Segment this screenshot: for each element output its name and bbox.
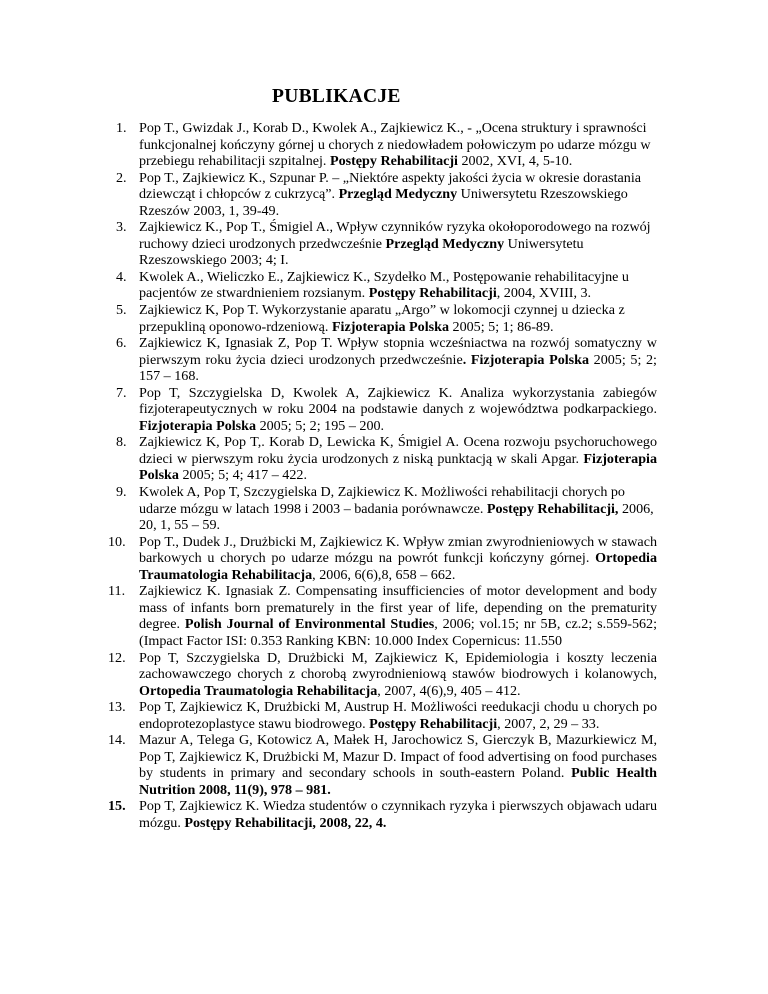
publication-number: 11. <box>108 583 126 600</box>
citation-text: , 2007, 2, 29 – 33. <box>497 715 600 732</box>
citation-text: 2005; 5; 2; 195 – 200. <box>256 417 385 434</box>
journal-name: Postępy Rehabilitacji <box>369 715 498 732</box>
publication-item <box>116 302 657 335</box>
journal-name: Ortopedia Traumatologia Rehabilitacja <box>139 682 378 699</box>
citation-text: Zajkiewicz K, Ignasiak Z, Pop T. Wpływ stopnia wcześniactwa na rozwój somatyczny w pierwszym roku życia dzieci urodzonych przedwcześnie <box>139 335 657 368</box>
citation-text: Zajkiewicz K., Pop T., Śmigiel A., Wpływ czynników ryzyka okołoporodowego na rozwój ruchowy dzieci urodzonych przedwcześnie <box>139 219 651 252</box>
citation-text: Pop T, Szczygielska D, Drużbicki M, Zajkiewicz K, Epidemiologia i koszty leczenia zachowawczego chorych z chorobą zwyrodnieniową stawów biodrowych i kolanowych, <box>139 649 657 683</box>
citation-text: 2005; 5; 4; 417 – 422. <box>178 467 307 484</box>
publication-number: 10. <box>108 533 126 550</box>
publication-item <box>116 385 657 435</box>
publication-item <box>108 649 657 700</box>
citation-text: Uniwersytetu Rzeszowskiego 2003; 4; I. <box>139 235 584 269</box>
publication-number: 3. <box>116 219 127 236</box>
publication-item <box>108 699 657 732</box>
publication-number: 9. <box>116 484 127 501</box>
publication-number: 6. <box>116 335 127 352</box>
journal-name: Przegląd Medyczny <box>338 186 458 203</box>
publication-item <box>108 583 657 649</box>
citation-text: Pop T, Szczygielska D, Kwolek A, Zajkiewicz K. Analiza wykorzystania zabiegów fizjoterapeutycznych w roku 2004 na podstawie danych z województwa podkarpackiego. <box>139 384 657 418</box>
publication-number: 15. <box>108 798 126 815</box>
publication-number: 5. <box>116 302 127 319</box>
citation-text: Kwolek A., Wieliczko E., Zajkiewicz K., Szydełko M., Postępowanie rehabilitacyjne u pacjentów ze stwardnieniem rozsianym. <box>139 268 629 302</box>
citation-text: 2005; 5; 2; 157 – 168. <box>139 351 657 385</box>
citation-text: Pop T, Zajkiewicz K, Drużbicki M, Austrup H. Możliwości reedukacji chodu u chorych po endoprotezoplastyce stawu biodrowego. <box>139 699 657 732</box>
citation-text: , 2006; vol.15; nr 5B, cz.2; s.559-562; (Impact Factor ISI: 0.353 Ranking KBN: 10.000 Index Copernicus: 11.550 <box>139 616 657 649</box>
journal-name: Postępy Rehabilitacji <box>329 153 458 170</box>
citation-text: Pop T., Zajkiewicz K., Szpunar P. – „Niektóre aspekty jakości życia w okresie dorastania dziewcząt i chłopców z cukrzycą”. <box>139 169 642 203</box>
journal-name: Fizjoterapia Polska <box>139 450 657 484</box>
citation-text: 2005; 5; 1; 86-89. <box>449 318 554 335</box>
journal-name: Public Health Nutrition 2008, 11(9), 978 – 981. <box>139 765 657 798</box>
journal-name: Przegląd Medyczny <box>385 235 505 252</box>
publication-item <box>108 798 657 831</box>
publication-item <box>116 335 657 385</box>
publication-number: 7. <box>116 384 127 401</box>
citation-text: , 2006, 6(6),8, 658 – 662. <box>312 566 456 583</box>
journal-name: Fizjoterapia Polska <box>331 318 449 335</box>
citation-text: , 2004, XVIII, 3. <box>496 285 592 302</box>
publication-number: 2. <box>116 169 127 186</box>
journal-name: Postępy Rehabilitacji <box>368 285 497 302</box>
publication-number: 1. <box>116 120 127 136</box>
publication-item <box>116 269 657 302</box>
citation-text: Zajkiewicz K, Pop T. Wykorzystanie aparatu „Argo” w lokomocji czynnej u dziecka z przepukliną oponowo-rdzeniową. <box>139 302 625 335</box>
citation-text: Uniwersytetu Rzeszowskiego Rzeszów 2003, 1, 39-49. <box>139 186 628 219</box>
publication-item <box>116 484 657 534</box>
citation-text: 2002, XVI, 4, 5-10. <box>457 153 573 170</box>
citation-text: Pop T., Gwizdak J., Korab D., Kwolek A., Zajkiewicz K., - „Ocena struktury i sprawności funkcjonalnej kończyny górnej u chorych z niedowładem połowiczym po udarze mózgu w przebiegu rehabilitacji szpitalnej. <box>139 120 651 170</box>
publication-number: 13. <box>108 699 126 716</box>
publication-item <box>116 120 657 170</box>
citation-text: Zajkiewicz K, Pop T,. Korab D, Lewicka K, Śmigiel A. Ocena rozwoju psychoruchowego dzieci w pierwszym roku życia urodzonych z niską punktacją w skali Apgar. <box>139 434 657 467</box>
publication-item <box>108 533 657 584</box>
citation-text: , 2007, 4(6),9, 405 – 412. <box>377 682 521 699</box>
publication-item <box>116 434 657 484</box>
journal-name: Polish Journal of Environmental Studies <box>184 616 435 633</box>
journal-name: Postępy Rehabilitacji, 2008, 22, 4. <box>184 814 387 831</box>
citation-text: Kwolek A, Pop T, Szczygielska D, Zajkiewicz K. Możliwości rehabilitacji chorych po udarze mózgu w latach 1998 i 2003 – badania porównawcze. <box>139 484 625 517</box>
page-title: PUBLIKACJE <box>272 86 401 107</box>
journal-name: Fizjoterapia Polska <box>139 417 257 434</box>
publication-number: 12. <box>108 649 126 666</box>
publication-number: 14. <box>108 732 126 749</box>
citation-text: 2006, 20, 1, 55 – 59. <box>139 500 654 534</box>
journal-name: Postępy Rehabilitacji, <box>486 500 619 517</box>
publication-number: 8. <box>116 434 127 451</box>
publication-item <box>116 170 657 220</box>
journal-name: . Fizjoterapia Polska <box>462 351 590 368</box>
publication-item <box>108 732 657 798</box>
publication-number: 4. <box>116 268 127 285</box>
citation-text: Zajkiewicz K. Ignasiak Z. Compensating insufficiencies of motor development and body mass of infants born prematurely in the first year of life, depending on the prematurity degree. <box>139 583 657 633</box>
citation-text: Pop T., Dudek J., Drużbicki M, Zajkiewicz K. Wpływ zmian zwyrodnieniowych w stawach barkowych u chorych po udarze mózgu na powrót funkcji kończyny górnej. <box>139 533 657 567</box>
journal-name: Ortopedia Traumatologia Rehabilitacja <box>139 550 657 583</box>
publication-item <box>116 219 657 269</box>
publication-list <box>108 120 657 832</box>
citation-text: Mazur A, Telega G, Kotowicz A, Małek H, Jarochowicz S, Gierczyk B, Mazurkiewicz M, Pop T, Zajkiewicz K, Drużbicki M, Mazur D. Impact of food advertising on food purchases by students in primary and secondary schools in south-eastern Poland. <box>139 732 657 782</box>
citation-text: Pop T, Zajkiewicz K. Wiedza studentów o czynnikach ryzyka i pierwszych objawach udaru mózgu. <box>139 798 657 831</box>
